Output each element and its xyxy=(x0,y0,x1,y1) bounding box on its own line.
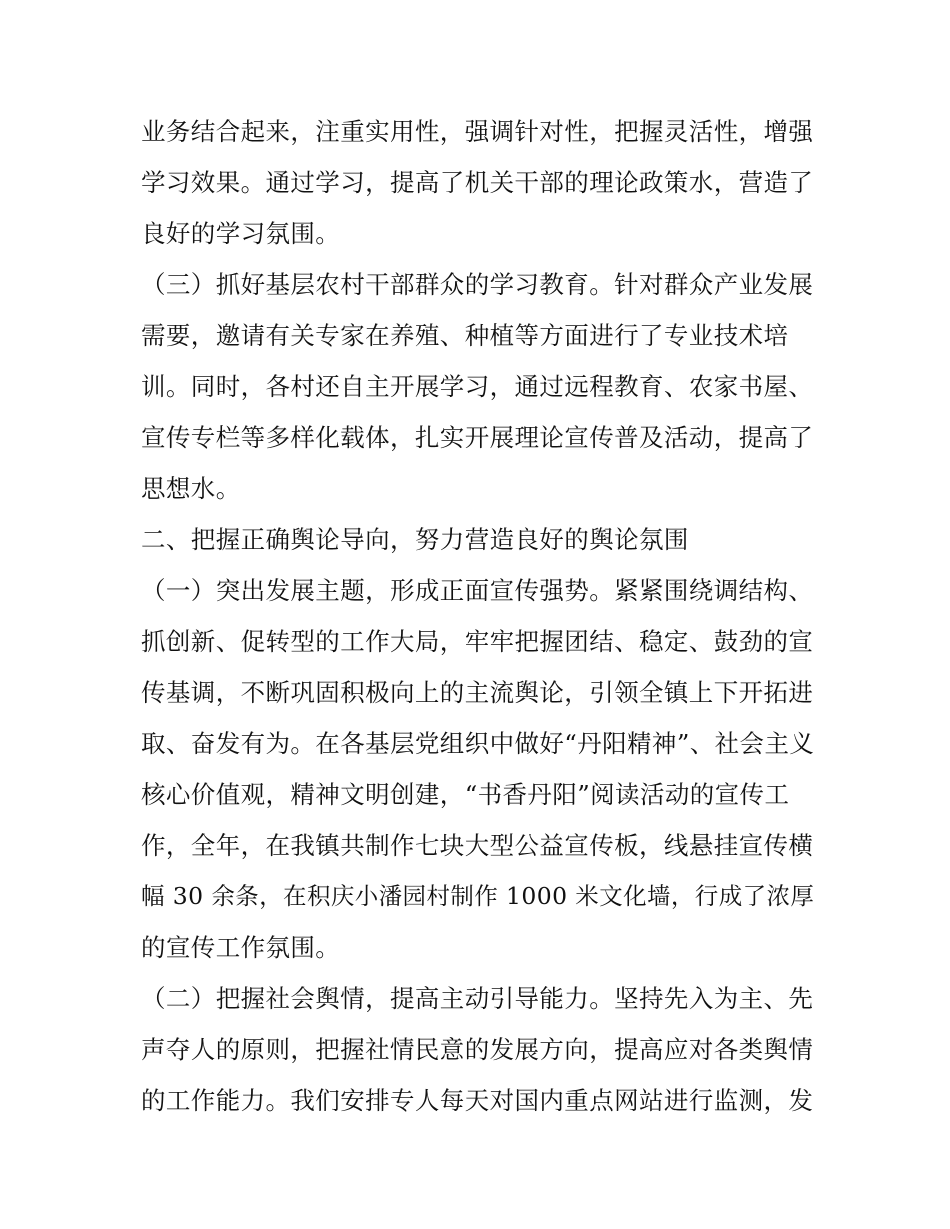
text-line: 良好的学习氛围。 xyxy=(141,219,341,248)
text-line: 核心价值观，精神文明创建，“书香丹阳”阅读活动的宣传工 xyxy=(141,780,790,809)
text-line: （三）抓好基层农村干部群众的学习教育。针对群众产业发展 xyxy=(141,270,814,299)
text-line: 传基调，不断巩固积极向上的主流舆论，引领全镇上下开拓进 xyxy=(141,678,814,707)
document-body xyxy=(141,106,821,1126)
text-line: 思想水。 xyxy=(141,474,241,503)
text-line: 学习效果。通过学习，提高了机关干部的理论政策水，营造了 xyxy=(141,168,814,197)
text-line: （一）突出发展主题，形成正面宣传强势。紧紧围绕调结构、 xyxy=(141,576,814,605)
text-line: 的工作能力。我们安排专人每天对国内重点网站进行监测，发 xyxy=(141,1086,814,1115)
text-line: 幅 30 余条，在积庆小潘园村制作 1000 米文化墙，行成了浓厚 xyxy=(141,882,815,910)
text-line: 训。同时，各村还自主开展学习，通过远程教育、农家书屋、 xyxy=(141,372,814,401)
text-line: 的宣传工作氛围。 xyxy=(141,933,341,962)
text-line: 作，全年，在我镇共制作七块大型公益宣传板，线悬挂宣传横 xyxy=(141,831,814,860)
text-line: （二）把握社会舆情，提高主动引导能力。坚持先入为主、先 xyxy=(141,984,814,1013)
section-heading: 二、把握正确舆论导向，努力营造良好的舆论氛围 xyxy=(141,525,689,554)
text-line: 取、奋发有为。在各基层党组织中做好“丹阳精神”、社会主义 xyxy=(141,729,815,758)
text-line: 声夺人的原则，把握社情民意的发展方向，提高应对各类舆情 xyxy=(141,1035,814,1064)
text-line: 需要，邀请有关专家在养殖、种植等方面进行了专业技术培 xyxy=(141,321,789,350)
text-line: 抓创新、促转型的工作大局，牢牢把握团结、稳定、鼓劲的宣 xyxy=(141,627,814,656)
text-line: 业务结合起来，注重实用性，强调针对性，把握灵活性，增强 xyxy=(141,117,814,146)
text-line: 宣传专栏等多样化载体，扎实开展理论宣传普及活动，提高了 xyxy=(141,423,814,452)
